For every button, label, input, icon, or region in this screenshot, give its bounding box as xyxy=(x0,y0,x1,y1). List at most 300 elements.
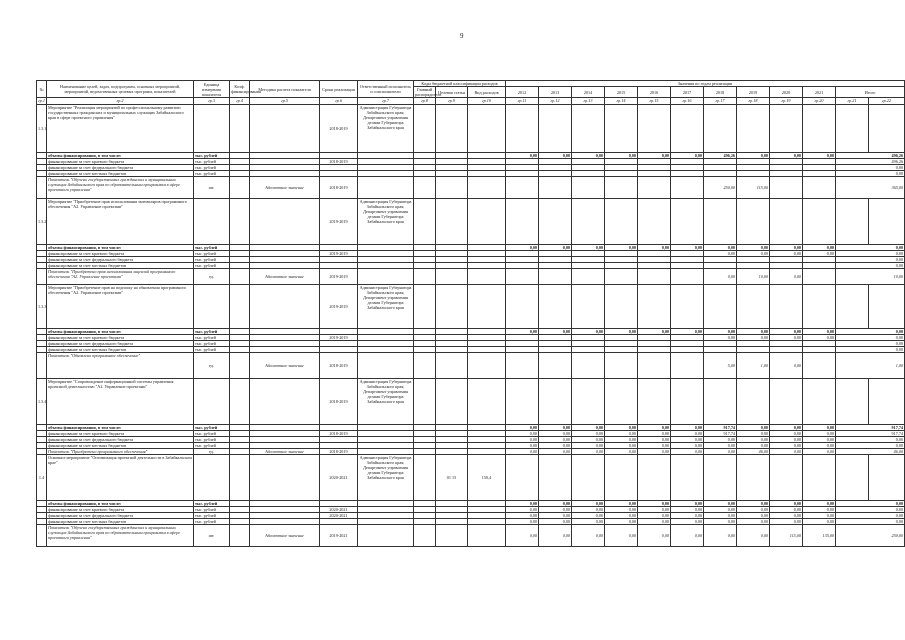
responsible: Администрация Губернатора Забайкальского края; Департамент управления делами Губернатора Забайкальского края xyxy=(358,105,414,153)
row-number: 1.3.3 xyxy=(37,285,47,329)
funding-label: финансирование за счет федерального бюджета xyxy=(47,513,194,519)
indicator-row xyxy=(37,353,905,379)
value-cell: 0,00 xyxy=(638,519,671,525)
total-cell: 0,00 xyxy=(836,257,905,263)
value-cell: 0,00 xyxy=(704,519,737,525)
value-cell: 0,00 xyxy=(572,513,605,519)
year-header: 2021 xyxy=(803,87,836,98)
total-cell: 0,00 xyxy=(836,347,905,353)
value-cell: 0,00 xyxy=(737,525,770,547)
value-cell: 0,00 xyxy=(737,507,770,513)
value-cell: 0,00 xyxy=(506,513,539,519)
colnum: гр.7 xyxy=(358,98,414,105)
value-cell: 0,00 xyxy=(572,425,605,431)
col-section-header: Целевая статья xyxy=(436,87,468,98)
total-cell: 0,00 xyxy=(836,335,905,341)
value-cell: 135,00 xyxy=(803,525,836,547)
value-cell: 0,00 xyxy=(572,519,605,525)
unit: тыс. рублей xyxy=(194,519,230,525)
total-cell: 0,00 xyxy=(836,251,905,257)
value-cell: 0,00 xyxy=(539,519,572,525)
value-cell: 0,00 xyxy=(704,525,737,547)
responsible: Администрация Губернатора Забайкальского края; Департамент управления делами Губернатора Забайкальского края xyxy=(358,455,414,501)
indicator-name: Показатель "Приобретено программного обеспечения" xyxy=(47,449,194,455)
unit: тыс. рублей xyxy=(194,329,230,335)
value-cell: 0,00 xyxy=(671,329,704,335)
term: 2019-2019 xyxy=(320,335,358,341)
value-cell: 0,00 xyxy=(671,425,704,431)
page-number: 9 xyxy=(460,32,464,40)
colnum: гр.9 xyxy=(436,98,468,105)
value-cell: 0,00 xyxy=(572,329,605,335)
indicator-row xyxy=(37,177,905,199)
indicator-name: Показатель "Обучено государственных гражданских и муниципальных служащих Забайкальского края по образовательным программам в сфере проектного управления" xyxy=(47,177,194,199)
value-cell: 0,00 xyxy=(638,437,671,443)
year-header: 2019 xyxy=(737,87,770,98)
value-cell: 0,00 xyxy=(803,501,836,507)
value-cell: 0,00 xyxy=(704,513,737,519)
value-cell: 0,00 xyxy=(539,513,572,519)
measure-term: 2018-2019 xyxy=(320,379,358,425)
unit: тыс. рублей xyxy=(194,431,230,437)
value-cell: 0,00 xyxy=(704,501,737,507)
total-cell: 0,00 xyxy=(836,507,905,513)
funding-label: финансирование за счет федерального бюджета xyxy=(47,257,194,263)
section-code: 150,4 xyxy=(468,455,506,501)
col-term-header: Сроки реализации xyxy=(320,81,358,98)
term: 2019-2021 xyxy=(320,525,358,547)
year-header: 2015 xyxy=(605,87,638,98)
funding-label: финансирование за счет местных бюджетов xyxy=(47,347,194,353)
value-cell: 0,00 xyxy=(737,335,770,341)
value-cell: 0,00 xyxy=(605,437,638,443)
colnum: гр.10 xyxy=(468,98,506,105)
year-header: 2013 xyxy=(539,87,572,98)
value-cell: 0,00 xyxy=(506,329,539,335)
value-cell: 0,00 xyxy=(704,245,737,251)
value-cell: 0,00 xyxy=(638,449,671,455)
total-cell: 0,00 xyxy=(836,501,905,507)
row-number: 1.4 xyxy=(37,455,47,501)
total-cell: 0,00 xyxy=(836,329,905,335)
row-number: 1.3.1 xyxy=(37,105,47,153)
funding-label: финансирование за счет местных бюджетов xyxy=(47,171,194,177)
value-cell: 917,74 xyxy=(704,431,737,437)
total-cell: 0,00 xyxy=(836,513,905,519)
unit: тыс. рублей xyxy=(194,507,230,513)
admin-code: 01 15 xyxy=(436,455,468,501)
unit: тыс. рублей xyxy=(194,159,230,165)
value-cell: 0,00 xyxy=(671,507,704,513)
colnum: гр.13 xyxy=(572,98,605,105)
value-cell: 0,00 xyxy=(638,431,671,437)
year-header: 2020 xyxy=(770,87,803,98)
year-header: 2016 xyxy=(638,87,671,98)
col-expense-header: Вид расходов xyxy=(468,87,506,98)
value-cell: 0,00 xyxy=(605,443,638,449)
funding-label: финансирование за счет федерального бюджета xyxy=(47,437,194,443)
value-cell: 0,00 xyxy=(572,501,605,507)
total-cell: 917,74 xyxy=(836,425,905,431)
colnum: гр.1 xyxy=(38,98,45,103)
value-cell: 0,00 xyxy=(671,443,704,449)
year-header: 2012 xyxy=(506,87,539,98)
funding-label: объемы финансирования, в том числе: xyxy=(47,245,194,251)
total-cell: 0,00 xyxy=(836,443,905,449)
value-cell: 0,00 xyxy=(539,431,572,437)
indicator-name: Показатель "Обучено государственных гражданских и муниципальных служащих Забайкальского края по образовательным программам в сфере проектного управления" xyxy=(47,525,194,547)
colnum: гр.22 xyxy=(869,98,905,105)
method: Абсолютное значение xyxy=(250,525,320,547)
colnum: гр.11 xyxy=(506,98,539,105)
measure-name: Основное мероприятие "Оптимизация проектной деятельности в Забайкальском крае" xyxy=(47,455,194,501)
value-cell: 0,00 xyxy=(638,501,671,507)
value-cell: 0,00 xyxy=(770,251,803,257)
colnum: гр.2 xyxy=(47,98,194,105)
total-cell: 0,00 xyxy=(836,165,905,171)
value-cell: 0,00 xyxy=(770,443,803,449)
term: 2019-2019 xyxy=(320,269,358,285)
value-cell: 0,00 xyxy=(803,245,836,251)
value-cell: 0,00 xyxy=(770,437,803,443)
funding-label: финансирование за счет краевого бюджета xyxy=(47,159,194,165)
value-cell: 0,00 xyxy=(704,269,737,285)
col-method-header: Методика расчета показателя xyxy=(250,81,320,98)
program-table xyxy=(36,80,905,547)
value-cell: 0,00 xyxy=(704,251,737,257)
responsible: Администрация Губернатора Забайкальского края; Департамент управления делами Губернатора Забайкальского края xyxy=(358,199,414,245)
measure-name: Мероприятие "Приобретение прав на подписку на обновления программного обеспечения "А2. Управление проектами" xyxy=(47,285,194,329)
unit: тыс. рублей xyxy=(194,245,230,251)
value-cell: 115,00 xyxy=(737,177,770,199)
value-cell: 0,00 xyxy=(770,431,803,437)
value-cell: 0,00 xyxy=(803,431,836,437)
value-cell: 115,00 xyxy=(770,525,803,547)
unit: шт. xyxy=(194,525,230,547)
value-cell: 0,00 xyxy=(605,245,638,251)
value-cell: 0,00 xyxy=(704,335,737,341)
unit: тыс. рублей xyxy=(194,251,230,257)
value-cell: 0,00 xyxy=(737,437,770,443)
total-cell: 0,00 xyxy=(836,437,905,443)
measure-name: Мероприятие "Сопровождение информационной системы управления проектной деятельностью "А2. Управление проектами" xyxy=(47,379,194,425)
col-budget-header: Коды бюджетной классификации расходов xyxy=(414,81,506,87)
value-cell: 0,00 xyxy=(671,501,704,507)
value-cell: 0,00 xyxy=(572,245,605,251)
unit: тыс. рублей xyxy=(194,153,230,159)
indicator-name: Показатель "Приобретено прав использования лицензий программного обеспечения "А2. Управление проектами" xyxy=(47,269,194,285)
unit: тыс. рублей xyxy=(194,443,230,449)
col-unit-header: Единица измерения показателя xyxy=(194,81,230,98)
value-cell: 0,00 xyxy=(770,353,803,379)
value-cell: 0,00 xyxy=(539,425,572,431)
term: 2018-2019 xyxy=(320,431,358,437)
unit: тыс. рублей xyxy=(194,257,230,263)
total-cell: 0,00 xyxy=(836,519,905,525)
value-cell: 0,00 xyxy=(539,449,572,455)
value-cell: 0,00 xyxy=(605,519,638,525)
value-cell: 0,00 xyxy=(605,501,638,507)
total-cell: 917,74 xyxy=(836,431,905,437)
total-cell: 1,00 xyxy=(836,353,905,379)
funding-label: объемы финансирования, в том числе: xyxy=(47,425,194,431)
value-cell: 0,00 xyxy=(770,513,803,519)
total-cell: 0,00 xyxy=(836,245,905,251)
unit: тыс. рублей xyxy=(194,425,230,431)
measure-term: 2019-2019 xyxy=(320,199,358,245)
value-cell: 0,00 xyxy=(539,437,572,443)
value-cell: 0,00 xyxy=(506,245,539,251)
indicator-name: Показатель "Обновлено программное обеспечение" xyxy=(47,353,194,379)
total-cell: 496,26 xyxy=(836,159,905,165)
value-cell: 0,00 xyxy=(803,251,836,257)
unit: тыс. рублей xyxy=(194,263,230,269)
value-cell: 0,00 xyxy=(638,425,671,431)
unit: шт. xyxy=(194,177,230,199)
value-cell: 0,00 xyxy=(572,437,605,443)
colnum: гр.12 xyxy=(539,98,572,105)
colnum: гр.14 xyxy=(605,98,638,105)
value-cell: 0,00 xyxy=(539,329,572,335)
funding-label: финансирование за счет федерального бюджета xyxy=(47,165,194,171)
col-resp-header: Ответственный исполнитель и соисполнители xyxy=(358,81,414,98)
value-cell: 0,00 xyxy=(572,507,605,513)
value-cell: 0,00 xyxy=(704,449,737,455)
colnum: гр.17 xyxy=(704,98,737,105)
value-cell: 0,00 xyxy=(539,501,572,507)
term: 2018-2019 xyxy=(320,449,358,455)
method: Абсолютное значение xyxy=(250,269,320,285)
value-cell: 0,00 xyxy=(539,153,572,159)
unit: ед. xyxy=(194,269,230,285)
value-cell: 0,00 xyxy=(572,431,605,437)
colnum: гр.8 xyxy=(414,98,436,105)
value-cell: 0,00 xyxy=(671,245,704,251)
value-cell: 0,00 xyxy=(638,245,671,251)
value-cell: 0,00 xyxy=(671,153,704,159)
value-cell: 0,00 xyxy=(671,437,704,443)
value-cell: 0,00 xyxy=(704,507,737,513)
value-cell: 0,00 xyxy=(737,251,770,257)
unit: ед. xyxy=(194,449,230,455)
funding-label: финансирование за счет краевого бюджета xyxy=(47,431,194,437)
value-cell: 0,00 xyxy=(506,153,539,159)
measure-row xyxy=(37,455,905,501)
method: Абсолютное значение xyxy=(250,449,320,455)
unit: тыс. рублей xyxy=(194,437,230,443)
colnum: гр.6 xyxy=(320,98,358,105)
colnum: гр.15 xyxy=(638,98,671,105)
year-header: 2018 xyxy=(704,87,737,98)
funding-label: объемы финансирования, в том числе: xyxy=(47,501,194,507)
value-cell: 0,00 xyxy=(671,525,704,547)
value-cell: 0,00 xyxy=(638,507,671,513)
value-cell: 0,00 xyxy=(704,329,737,335)
col-name-header: Наименование целей, задач, подпрограмм, основных мероприятий, мероприятий, ведомственных целевых программ, показателей xyxy=(47,81,194,98)
colnum: гр.5 xyxy=(250,98,320,105)
funding-label: финансирование за счет местных бюджетов xyxy=(47,443,194,449)
value-cell: 0,00 xyxy=(770,425,803,431)
value-cell: 0,00 xyxy=(638,443,671,449)
value-cell: 0,00 xyxy=(605,153,638,159)
value-cell: 0,00 xyxy=(572,449,605,455)
method: Абсолютное значение xyxy=(250,353,320,379)
value-cell: 0,00 xyxy=(539,245,572,251)
measure-row xyxy=(37,199,905,245)
value-cell: 0,00 xyxy=(770,329,803,335)
value-cell: 0,00 xyxy=(605,425,638,431)
value-cell: 0,00 xyxy=(803,425,836,431)
term: 2019-2019 xyxy=(320,251,358,257)
value-cell: 0,00 xyxy=(671,431,704,437)
funding-label: финансирование за счет федерального бюджета xyxy=(47,341,194,347)
value-cell: 0,00 xyxy=(506,449,539,455)
measure-name: Мероприятие "Реализация мероприятий по профессиональному развитию государственных гражданских и муниципальных служащих Забайкальского края в сфере проектного управления" xyxy=(47,105,194,153)
value-cell: 0,00 xyxy=(506,431,539,437)
value-cell: 0,00 xyxy=(506,437,539,443)
value-cell: 0,00 xyxy=(770,335,803,341)
measure-row xyxy=(37,285,905,329)
term: 2020-2021 xyxy=(320,513,358,519)
unit: ед. xyxy=(194,353,230,379)
term: 2020-2021 xyxy=(320,507,358,513)
funding-label: объемы финансирования, в том числе: xyxy=(47,153,194,159)
value-cell: 0,00 xyxy=(704,443,737,449)
value-cell: 0,00 xyxy=(737,501,770,507)
colnum: гр.19 xyxy=(770,98,803,105)
value-cell: 0,00 xyxy=(605,329,638,335)
value-cell: 0,00 xyxy=(638,329,671,335)
measure-term: 2019-2019 xyxy=(320,285,358,329)
value-cell: 0,00 xyxy=(737,519,770,525)
value-cell: 0,00 xyxy=(506,425,539,431)
unit: тыс. рублей xyxy=(194,341,230,347)
value-cell: 0,00 xyxy=(506,525,539,547)
total-cell: 46,00 xyxy=(836,449,905,455)
total-cell: 250,00 xyxy=(836,525,905,547)
responsible: Администрация Губернатора Забайкальского края; Департамент управления делами Губернатора Забайкальского края xyxy=(358,379,414,425)
total-cell: 0,00 xyxy=(836,341,905,347)
value-cell: 0,00 xyxy=(803,437,836,443)
value-cell: 496,26 xyxy=(704,153,737,159)
value-cell: 0,00 xyxy=(671,519,704,525)
value-cell: 0,00 xyxy=(770,269,803,285)
value-cell: 0,00 xyxy=(803,335,836,341)
col-values-header: Значения по годам реализации xyxy=(506,81,905,87)
row-number: 1.3.2 xyxy=(37,199,47,245)
value-cell: 0,00 xyxy=(803,443,836,449)
unit: тыс. рублей xyxy=(194,335,230,341)
value-cell: 917,74 xyxy=(704,425,737,431)
indicator-row xyxy=(37,269,905,285)
responsible: Администрация Губернатора Забайкальского края; Департамент управления делами Губернатора Забайкальского края xyxy=(358,285,414,329)
value-cell: 0,00 xyxy=(506,519,539,525)
funding-label: объемы финансирования, в том числе: xyxy=(47,329,194,335)
value-cell: 0,00 xyxy=(506,507,539,513)
measure-term: 2020-2021 xyxy=(320,455,358,501)
row-number: 1.3.4 xyxy=(37,379,47,425)
total-cell: 496,26 xyxy=(836,153,905,159)
value-cell: 0,00 xyxy=(803,449,836,455)
value-cell: 0,00 xyxy=(572,443,605,449)
term: 2018-2019 xyxy=(320,353,358,379)
measure-row xyxy=(37,105,905,153)
col-no-header: № xyxy=(37,81,47,98)
funding-label: финансирование за счет местных бюджетов xyxy=(47,519,194,525)
funding-label: финансирование за счет краевого бюджета xyxy=(47,251,194,257)
value-cell: 0,00 xyxy=(605,525,638,547)
measure-term: 2018-2019 xyxy=(320,105,358,153)
colnum: гр.20 xyxy=(803,98,836,105)
value-cell: 0,00 xyxy=(737,443,770,449)
colnum: гр.16 xyxy=(671,98,704,105)
value-cell: 0,00 xyxy=(803,329,836,335)
term: 2018-2019 xyxy=(320,177,358,199)
indicator-row xyxy=(37,525,905,547)
measure-row xyxy=(37,379,905,425)
term: 2018-2019 xyxy=(320,159,358,165)
value-cell: 0,00 xyxy=(671,513,704,519)
funding-label: финансирование за счет краевого бюджета xyxy=(47,335,194,341)
total-cell: 365,00 xyxy=(836,177,905,199)
unit: тыс. рублей xyxy=(194,347,230,353)
value-cell: 0,00 xyxy=(638,525,671,547)
value-cell: 0,00 xyxy=(770,449,803,455)
value-cell: 0,00 xyxy=(770,153,803,159)
value-cell: 0,00 xyxy=(803,513,836,519)
value-cell: 0,00 xyxy=(572,153,605,159)
value-cell: 0,00 xyxy=(605,507,638,513)
value-cell: 0,00 xyxy=(737,431,770,437)
value-cell: 0,00 xyxy=(638,153,671,159)
value-cell: 0,00 xyxy=(506,501,539,507)
value-cell: 0,00 xyxy=(704,437,737,443)
value-cell: 0,00 xyxy=(572,525,605,547)
unit: тыс. рублей xyxy=(194,513,230,519)
value-cell: 0,00 xyxy=(737,245,770,251)
unit: тыс. рублей xyxy=(194,501,230,507)
funding-label: финансирование за счет местных бюджетов xyxy=(47,263,194,269)
year-header: 2017 xyxy=(671,87,704,98)
colnum: гр.3 xyxy=(194,98,230,105)
value-cell: 0,00 xyxy=(638,513,671,519)
value-cell: 46,00 xyxy=(737,449,770,455)
value-cell: 0,00 xyxy=(803,519,836,525)
colnum: гр.4 xyxy=(230,98,250,105)
value-cell: 0,00 xyxy=(539,443,572,449)
value-cell: 0,00 xyxy=(737,513,770,519)
value-cell: 0,00 xyxy=(770,507,803,513)
col-coef-header: Коэф. финансирования xyxy=(230,81,250,98)
value-cell: 0,00 xyxy=(605,513,638,519)
value-cell: 0,00 xyxy=(737,153,770,159)
value-cell: 1,00 xyxy=(737,353,770,379)
value-cell: 0,00 xyxy=(737,425,770,431)
value-cell: 10,00 xyxy=(737,269,770,285)
value-cell: 0,00 xyxy=(605,449,638,455)
col-admin-header: Главный распорядитель xyxy=(415,87,442,97)
unit: тыс. рублей xyxy=(194,171,230,177)
value-cell: 5,00 xyxy=(704,353,737,379)
measure-name: Мероприятие "Приобретение прав использования экземпляров программного обеспечения "А2. Управление проектами" xyxy=(47,199,194,245)
total-header: Итого xyxy=(836,87,905,98)
unit: тыс. рублей xyxy=(194,165,230,171)
method: Абсолютное значение xyxy=(250,177,320,199)
funding-label: финансирование за счет краевого бюджета xyxy=(47,507,194,513)
column-numbers-row xyxy=(37,98,905,105)
value-cell: 0,00 xyxy=(605,431,638,437)
value-cell: 0,00 xyxy=(539,525,572,547)
